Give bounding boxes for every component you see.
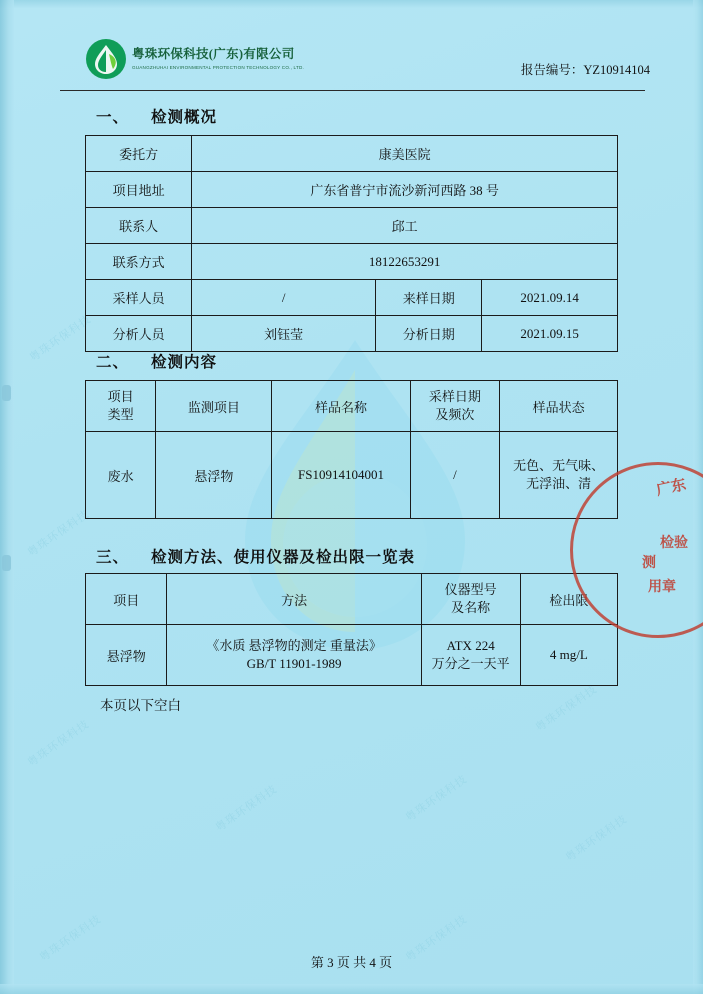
cell-instrument-line2: 万分之一天平: [431, 656, 510, 671]
binder-punch-hole: [2, 385, 11, 401]
cell-value-analyst: 刘钰莹: [192, 316, 376, 352]
method-table: [85, 573, 618, 686]
stamp-text-2: 检验: [660, 536, 688, 551]
section-3-title: [96, 545, 415, 567]
table-header-row: [86, 381, 618, 432]
cell-instrument-line1: ATX 224: [446, 638, 495, 654]
cell-date-freq: /: [410, 432, 500, 519]
cell-method-line1: 《水质 悬浮物的测定 重量法》: [206, 638, 382, 654]
cell-label-analysis-date: 分析日期: [376, 316, 482, 352]
page-footer: 第 3 页 共 4 页: [310, 955, 393, 970]
col-header-detection-limit: 检出限: [520, 574, 617, 625]
cell-value-client: 康美医院: [192, 136, 618, 172]
col-header-type: [86, 381, 156, 432]
cell-instrument: [421, 625, 520, 686]
col-header-item: 监测项目: [156, 381, 272, 432]
header-divider: [60, 90, 645, 91]
cell-value-analysis-date: 2021.09.15: [482, 316, 618, 352]
binder-punch-hole: [2, 555, 11, 571]
col-header-instrument-line1: 仪器型号: [444, 582, 497, 598]
cell-method-line2: GB/T 11901-1989: [246, 656, 342, 671]
stamp-text-1: 广东: [654, 477, 688, 499]
cell-label-sampler: 采样人员: [86, 280, 192, 316]
cell-label-address: 项目地址: [86, 172, 192, 208]
company-logo-icon: [85, 38, 127, 80]
section-1-number: 一、: [96, 109, 130, 126]
paper-edge-left: [0, 0, 14, 994]
col-header-date-freq: [410, 381, 500, 432]
cell-waste-type: 废水: [86, 432, 156, 519]
cell-method: [167, 625, 421, 686]
blank-page-note: 本页以下空白: [100, 698, 181, 713]
table-row: [86, 244, 618, 280]
report-number: [521, 60, 650, 78]
cell-monitor-item: 悬浮物: [156, 432, 272, 519]
cell-label-contact: 联系人: [86, 208, 192, 244]
cell-label-phone: 联系方式: [86, 244, 192, 280]
col-header-method-item: 项目: [86, 574, 167, 625]
table-row: [86, 280, 618, 316]
document-header: [60, 38, 650, 86]
watermark-text: 粤珠环保科技: [403, 773, 470, 825]
section-1-heading: 检测概况: [151, 109, 218, 126]
watermark-text: 粤珠环保科技: [563, 813, 630, 865]
overview-table: [85, 135, 618, 352]
col-header-instrument-line2: 及名称: [451, 600, 491, 615]
col-header-method: 方法: [167, 574, 421, 625]
col-header-type-line2: 类型: [107, 407, 134, 422]
table-row: [86, 432, 618, 519]
cell-value-sampler: /: [192, 280, 376, 316]
section-2-number: 二、: [96, 354, 130, 371]
section-1-title: [96, 105, 217, 127]
cell-value-sample-date: 2021.09.14: [482, 280, 618, 316]
cell-value-phone: 18122653291: [192, 244, 618, 280]
watermark-text: 粤珠环保科技: [37, 913, 104, 965]
table-row: [86, 625, 618, 686]
col-header-instrument: [421, 574, 520, 625]
section-2-title: [96, 350, 217, 372]
section-2-heading: 检测内容: [151, 354, 218, 371]
watermark-text: 粤珠环保科技: [27, 313, 94, 365]
paper-edge-right: [693, 0, 703, 994]
cell-method-item: 悬浮物: [86, 625, 167, 686]
cell-label-client: 委托方: [86, 136, 192, 172]
cell-label-sample-date: 来样日期: [376, 280, 482, 316]
cell-sample-name: FS10914104001: [272, 432, 410, 519]
watermark-text: 粤珠环保科技: [213, 783, 280, 835]
table-row: [86, 172, 618, 208]
watermark-text: 粤珠环保科技: [25, 718, 92, 770]
cell-sample-status-line1: 无色、无气味、: [513, 458, 605, 474]
cell-label-analyst: 分析人员: [86, 316, 192, 352]
watermark-text: 粤珠环保科技: [403, 913, 470, 965]
table-row: [86, 316, 618, 352]
col-header-date-freq-line1: 采样日期: [428, 389, 481, 405]
company-name-en: GUANGZHUHAI ENVIRONMENTAL PROTECTION TECHNOLOGY CO., LTD.: [132, 65, 304, 70]
company-name-block: [132, 44, 362, 70]
table-row: [86, 208, 618, 244]
report-number-value: YZ10914104: [583, 63, 650, 77]
paper-edge-bottom: [0, 984, 703, 994]
report-number-label: 报告编号：: [520, 63, 584, 77]
col-header-type-line1: 项目: [107, 389, 134, 405]
col-header-status: 样品状态: [500, 381, 618, 432]
cell-sample-status: [500, 432, 618, 519]
col-header-date-freq-line2: 及频次: [435, 407, 475, 422]
table-row: [86, 136, 618, 172]
table-header-row: [86, 574, 618, 625]
paper-edge-top: [0, 0, 703, 8]
cell-detection-limit: 4 mg/L: [520, 625, 617, 686]
cell-value-contact: 邱工: [192, 208, 618, 244]
section-3-heading: 检测方法、使用仪器及检出限一览表: [151, 549, 416, 566]
watermark-text: 粤珠环保科技: [533, 683, 600, 735]
watermark-text: 粤珠环保科技: [25, 508, 92, 560]
section-3-number: 三、: [96, 549, 130, 566]
col-header-sample-name: 样品名称: [272, 381, 410, 432]
stamp-text-4: 用章: [648, 580, 676, 595]
company-name-cn: 粤珠环保科技(广东)有限公司: [132, 47, 295, 61]
stamp-text-3: 测: [642, 556, 656, 571]
content-table: [85, 380, 618, 519]
cell-sample-status-line2: 无浮油、清: [526, 476, 592, 491]
cell-value-address: 广东省普宁市流沙新河西路 38 号: [192, 172, 618, 208]
